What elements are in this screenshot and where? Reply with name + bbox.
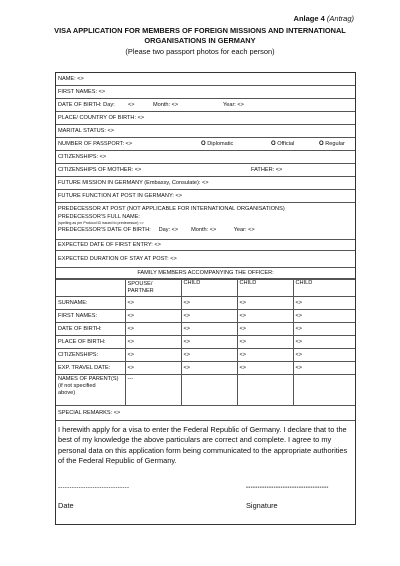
table-cell[interactable]: <>: [237, 349, 293, 362]
table-cell[interactable]: <>: [293, 349, 355, 362]
place-country-field[interactable]: PLACE/ COUNTRY OF BIRTH: <>: [56, 112, 355, 125]
table-row: [56, 310, 355, 323]
page-subtitle: (Please two passport photos for each person): [125, 47, 275, 56]
row-label: EXP. TRAVEL DATE:: [56, 362, 125, 375]
predecessor-name-label: PREDECESSOR'S FULL NAME:: [58, 214, 140, 220]
future-mission-field[interactable]: FUTURE MISSION IN GERMANY (Embassy, Consulate): <>: [56, 177, 355, 190]
family-col-child: CHILD: [181, 280, 237, 297]
predecessor-dob-year[interactable]: Year: <>: [233, 227, 255, 233]
radio-official[interactable]: [271, 141, 319, 147]
special-remarks-field[interactable]: SPECIAL REMARKS: <>: [56, 406, 355, 421]
predecessor-section[interactable]: [56, 203, 355, 240]
signature-line[interactable]: ------------------------------------: [246, 484, 329, 491]
radio-marker: O: [319, 141, 324, 147]
citizenship-mother[interactable]: CITIZENSHIPS OF MOTHER: <>: [58, 167, 142, 173]
family-heading: FAMILY MEMBERS ACCOMPANYING THE OFFICER:: [56, 268, 355, 279]
row-label: DATE OF BIRTH:: [56, 323, 125, 336]
table-row: [56, 323, 355, 336]
table-cell[interactable]: <>: [293, 310, 355, 323]
future-function-field[interactable]: FUTURE FUNCTION AT POST IN GERMANY: <>: [56, 190, 355, 203]
radio-diplomatic[interactable]: [201, 141, 271, 147]
row-label: FIRST NAMES:: [56, 310, 125, 323]
passport-field[interactable]: [56, 138, 355, 151]
citizenship-father[interactable]: FATHER: <>: [251, 167, 283, 173]
annex-label: [294, 14, 354, 23]
dob-month[interactable]: Month: <>: [153, 102, 179, 108]
predecessor-dob-label: PREDECESSOR'S DATE OF BIRTH:: [58, 227, 151, 233]
parents-label-line: NAMES OF PARENT(S): [58, 376, 119, 382]
first-names-field[interactable]: FIRST NAMES: <>: [56, 86, 355, 99]
application-form: [55, 72, 356, 525]
row-label: PLACE OF BIRTH:: [56, 336, 125, 349]
predecessor-dob-day[interactable]: Day: <>: [158, 227, 179, 233]
row-label: SURNAME:: [56, 297, 125, 310]
radio-regular-label: Regular: [325, 141, 345, 147]
date-of-birth-field[interactable]: [56, 99, 355, 112]
row-label: CITIZENSHIPS:: [56, 349, 125, 362]
table-cell[interactable]: <>: [237, 310, 293, 323]
predecessor-name-note[interactable]: (spelling as per Protocol ID issued to predecessor) <>: [58, 221, 144, 225]
dob-day[interactable]: <>: [128, 102, 135, 108]
table-cell[interactable]: <>: [125, 336, 181, 349]
marital-status-field[interactable]: MARITAL STATUS: <>: [56, 125, 355, 138]
table-cell[interactable]: [237, 375, 293, 405]
page-title: [0, 26, 400, 46]
name-field[interactable]: NAME: <>: [56, 73, 355, 86]
passport-number[interactable]: NUMBER OF PASSPORT: <>: [58, 141, 133, 147]
family-table: [56, 279, 355, 405]
predecessor-heading: PREDECESSOR AT POST (NOT APPLICABLE FOR INTERNATIONAL ORGANISATIONS): [58, 206, 285, 212]
date-label: Date: [58, 500, 74, 510]
table-cell[interactable]: <>: [181, 362, 237, 375]
table-row: [56, 336, 355, 349]
predecessor-dob-month[interactable]: Month: <>: [191, 227, 217, 233]
declaration-text: I herewith apply for a visa to enter the Federal Republic of Germany. I declare that to the best of my knowledge the above particulars are correct and complete. I agree to my personal data on this application form being communicated to the appropriate authorities of the Federal Republic of Germany.: [58, 424, 348, 465]
table-row: [56, 362, 355, 375]
signature-label: Signature: [246, 500, 278, 510]
family-col-spouse: SPOUSE/ PARTNER: [125, 280, 181, 297]
annex-number: Anlage 4: [293, 14, 325, 23]
radio-diplomatic-label: Diplomatic: [207, 141, 234, 147]
family-section: [56, 268, 355, 406]
title-line-1: VISA APPLICATION FOR MEMBERS OF FOREIGN MISSIONS AND INTERNATIONAL: [54, 26, 346, 35]
predecessor-dob[interactable]: [58, 226, 355, 234]
declaration-section: [56, 421, 355, 524]
family-col-child: CHILD: [237, 280, 293, 297]
citizenships-parents-field[interactable]: [56, 164, 355, 177]
dob-year[interactable]: Year: <>: [223, 102, 244, 108]
table-cell[interactable]: <>: [125, 323, 181, 336]
table-cell[interactable]: <>: [293, 297, 355, 310]
table-row: [56, 297, 355, 310]
table-cell[interactable]: <>: [293, 362, 355, 375]
radio-regular[interactable]: [319, 141, 345, 147]
title-line-2: ORGANISATIONS IN GERMANY: [144, 36, 256, 45]
table-row: [56, 375, 355, 405]
radio-official-label: Official: [277, 141, 295, 147]
parents-label-line: above): [58, 390, 76, 396]
table-cell[interactable]: <>: [237, 323, 293, 336]
table-cell[interactable]: <>: [181, 310, 237, 323]
table-cell[interactable]: <>: [293, 323, 355, 336]
annex-note: (Antrag): [326, 14, 354, 23]
radio-marker: O: [271, 141, 276, 147]
table-cell[interactable]: <>: [125, 297, 181, 310]
table-cell[interactable]: <>: [125, 362, 181, 375]
parents-label: [56, 375, 125, 405]
table-row: [56, 349, 355, 362]
expected-entry-field[interactable]: EXPECTED DATE OF FIRST ENTRY: <>: [56, 240, 355, 251]
table-cell[interactable]: <>: [237, 336, 293, 349]
table-cell[interactable]: <>: [181, 349, 237, 362]
expected-duration-field[interactable]: EXPECTED DURATION OF STAY AT POST: <>: [56, 251, 355, 268]
table-cell[interactable]: <>: [237, 297, 293, 310]
parents-label-line: (if not specified: [58, 383, 96, 389]
family-col-child: CHILD: [293, 280, 355, 297]
family-col-label: [56, 280, 125, 297]
table-cell[interactable]: <>: [293, 336, 355, 349]
dob-label: DATE OF BIRTH: Day:: [58, 102, 115, 108]
table-cell[interactable]: <>: [125, 349, 181, 362]
table-cell[interactable]: <>: [181, 297, 237, 310]
table-cell[interactable]: <>: [125, 310, 181, 323]
parents-value[interactable]: ---: [125, 375, 181, 405]
table-cell[interactable]: <>: [181, 336, 237, 349]
citizenships-field[interactable]: CITIZENSHIPS: <>: [56, 151, 355, 164]
table-cell[interactable]: <>: [181, 323, 237, 336]
radio-marker: O: [201, 141, 206, 147]
table-cell[interactable]: [181, 375, 237, 405]
table-cell[interactable]: [293, 375, 355, 405]
date-line[interactable]: -------------------------------: [58, 484, 130, 491]
table-cell[interactable]: <>: [237, 362, 293, 375]
